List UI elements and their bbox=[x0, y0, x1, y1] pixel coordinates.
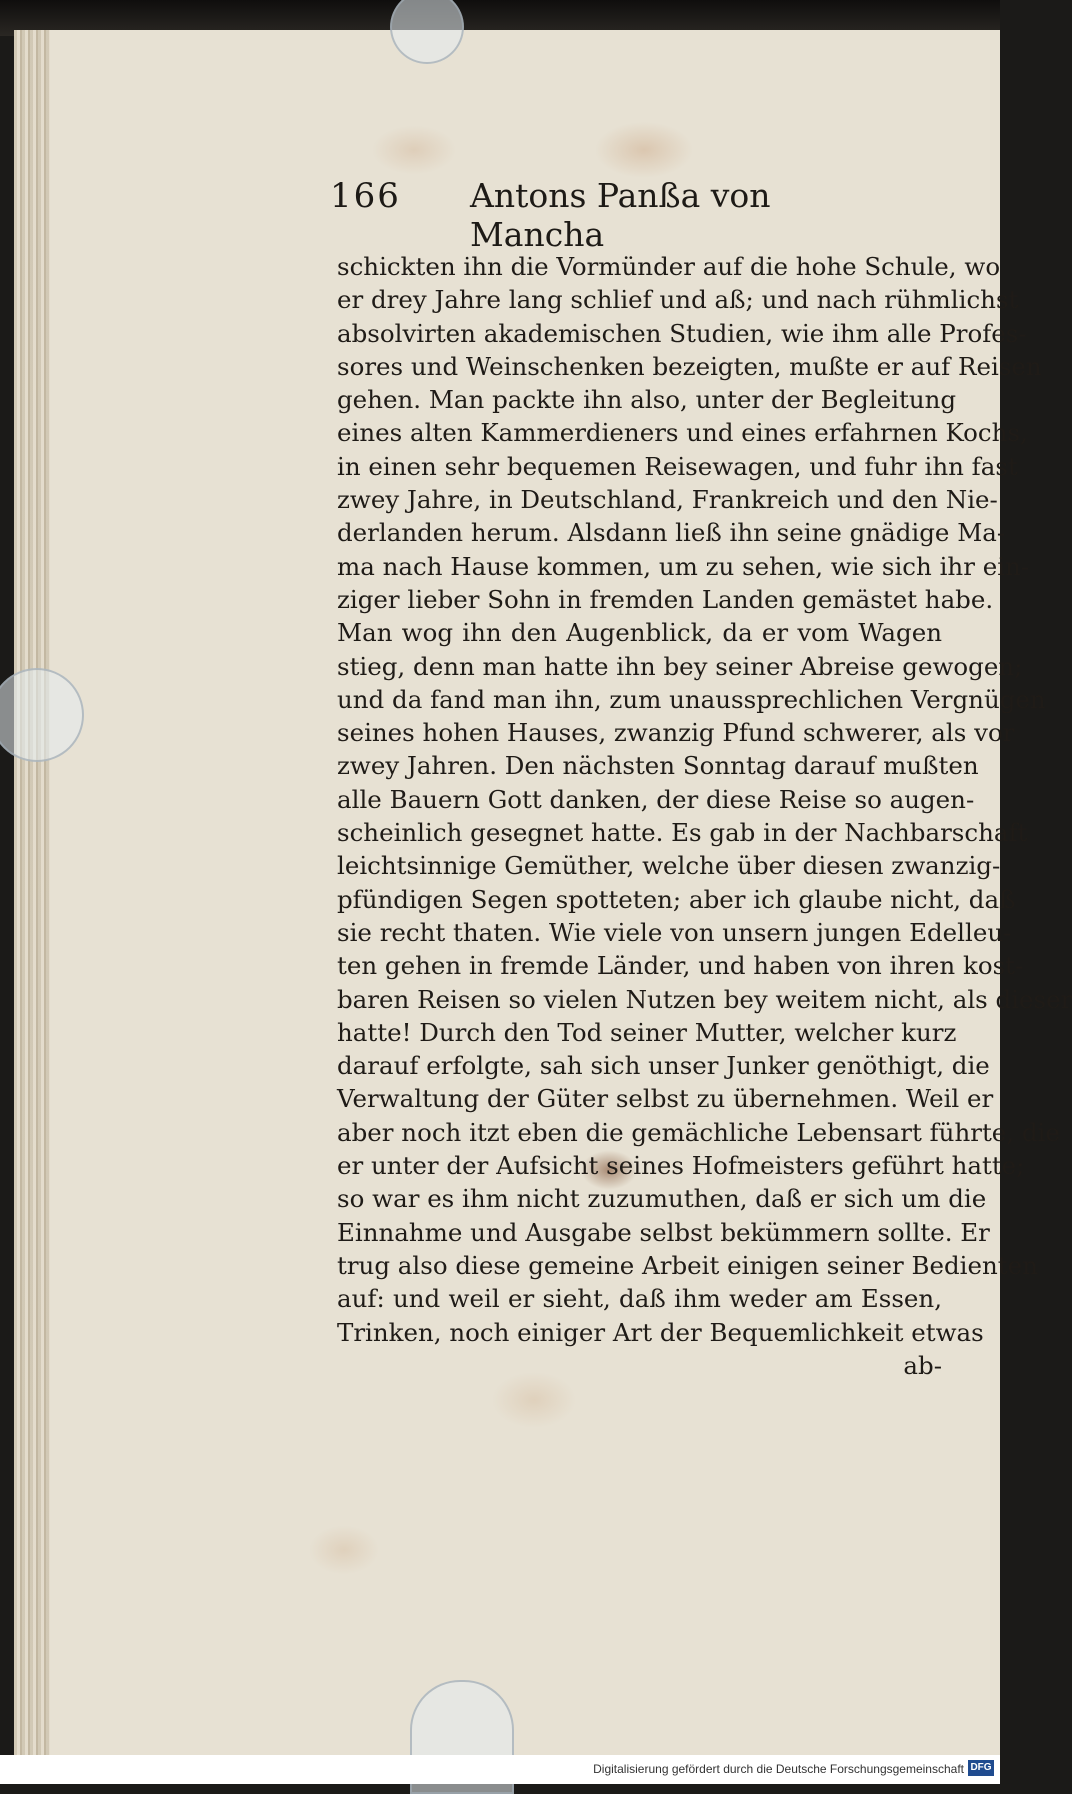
catchword: ab- bbox=[903, 1350, 942, 1380]
text-line: gehen. Man packte ihn also, unter der Begleitung bbox=[337, 385, 957, 415]
text-line: Einnahme und Ausgabe selbst bekümmern sollte. Er bbox=[337, 1217, 990, 1247]
text-line: und da fand man ihn, zum unaussprechlichen Vergnügen bbox=[337, 684, 1046, 714]
text-line: zwey Jahre, in Deutschland, Frankreich und den Nie- bbox=[337, 485, 998, 515]
text-line: Trinken, noch einiger Art der Bequemlichkeit etwas bbox=[337, 1317, 984, 1347]
text-line: er unter der Aufsicht seines Hofmeisters geführt hatte; bbox=[337, 1151, 1025, 1181]
text-line: Man wog ihn den Augenblick, da er vom Wagen bbox=[337, 618, 942, 648]
text-line: sores und Weinschenken bezeigten, mußte er auf Reisen bbox=[337, 351, 1042, 381]
text-line: stieg, denn man hatte ihn bey seiner Abreise gewogen; bbox=[337, 651, 1023, 681]
text-line: baren Reisen so vielen Nutzen bey weitem nicht, als dieser bbox=[337, 984, 1072, 1014]
text-line: Verwaltung der Güter selbst zu übernehmen. Weil er bbox=[337, 1084, 994, 1114]
body-text bbox=[337, 250, 1072, 1382]
text-line: auf: und weil er sieht, daß ihm weder am Essen, bbox=[337, 1284, 942, 1314]
text-line: trug also diese gemeine Arbeit einigen seiner Bedienten bbox=[337, 1250, 1038, 1280]
running-title: Antons Panßa von Mancha bbox=[470, 176, 771, 254]
text-line: pfündigen Segen spotteten; aber ich glaube nicht, daß bbox=[337, 884, 1016, 914]
text-line: aber noch itzt eben die gemächliche Lebensart führte, die bbox=[337, 1117, 1060, 1147]
text-line: derlanden herum. Alsdann ließ ihn seine gnädige Ma- bbox=[337, 518, 1006, 548]
text-line: leichtsinnige Gemüther, welche über diesen zwanzig- bbox=[337, 851, 1001, 881]
text-line: absolvirten akademischen Studien, wie ihm alle Profes- bbox=[337, 318, 1027, 348]
text-line: alle Bauern Gott danken, der diese Reise so augen- bbox=[337, 784, 975, 814]
text-line: schickten ihn die Vormünder auf die hohe Schule, wo bbox=[337, 252, 1001, 281]
page-header bbox=[330, 170, 890, 254]
page-number: 166 bbox=[330, 176, 401, 216]
dfg-logo: DFG bbox=[968, 1760, 994, 1776]
text-line: seines hohen Hauses, zwanzig Pfund schwerer, als vor bbox=[337, 718, 1015, 748]
text-line: scheinlich gesegnet hatte. Es gab in der Nachbarschaft bbox=[337, 818, 1028, 848]
text-line: er drey Jahre lang schlief und aß; und nach rühmlichst bbox=[337, 285, 1019, 315]
text-line: so war es ihm nicht zuzumuthen, daß er sich um die bbox=[337, 1184, 987, 1214]
page-edges bbox=[14, 30, 50, 1755]
text-line: sie recht thaten. Wie viele von unsern jungen Edelleu- bbox=[337, 917, 1012, 947]
text-line: ziger lieber Sohn in fremden Landen gemästet habe. bbox=[337, 584, 994, 614]
text-line: in einen sehr bequemen Reisewagen, und fuhr ihn fast bbox=[337, 451, 1018, 481]
digitization-credit: Digitalisierung gefördert durch die Deutsche Forschungsgemeinschaft bbox=[593, 1762, 964, 1776]
text-line: zwey Jahren. Den nächsten Sonntag darauf mußten bbox=[337, 751, 979, 781]
text-line: eines alten Kammerdieners und eines erfahrnen Kochs, bbox=[337, 418, 1028, 448]
text-line: ten gehen in fremde Länder, und haben von ihren kost- bbox=[337, 951, 1024, 981]
footer-bar bbox=[0, 1755, 1000, 1784]
text-line: hatte! Durch den Tod seiner Mutter, welcher kurz bbox=[337, 1017, 957, 1047]
text-line: darauf erfolgte, sah sich unser Junker genöthigt, die bbox=[337, 1051, 990, 1081]
text-line: ma nach Hause kommen, um zu sehen, wie sich ihr ein- bbox=[337, 551, 1030, 581]
